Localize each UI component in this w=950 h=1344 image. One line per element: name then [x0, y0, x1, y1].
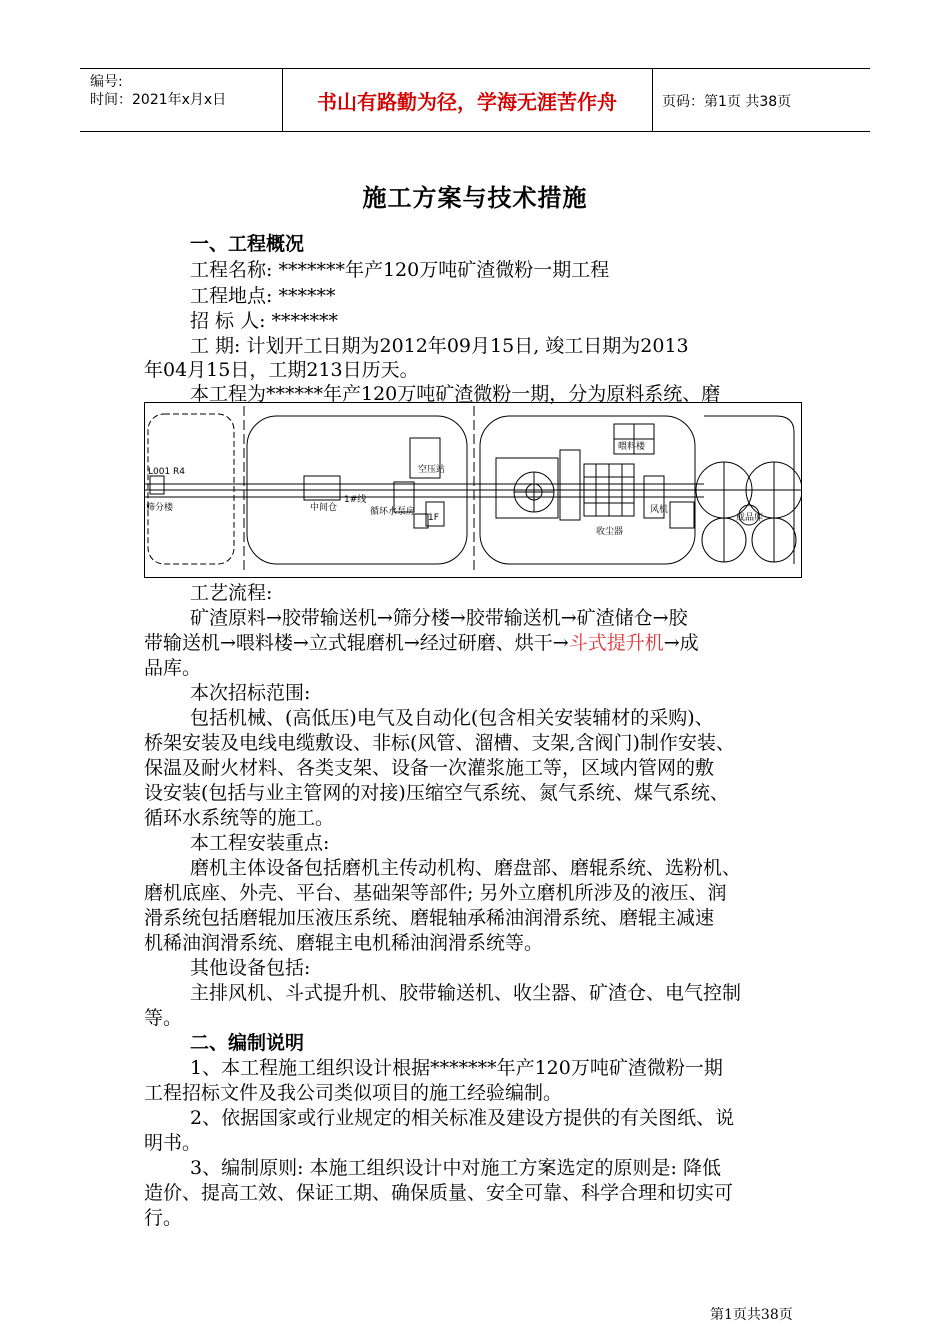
site-layout-drawing	[144, 402, 802, 578]
diagram-label-feeder: 喂料楼	[618, 442, 646, 452]
key-line: 磨机底座、外壳、平台、基础架等部件; 另外立磨机所涉及的液压、润	[144, 882, 727, 904]
code-label: 编号:	[90, 74, 123, 90]
scope-line: 桥架安装及电线电缆敷设、非标(风管、溜槽、支架,含阀门)制作安装、	[144, 732, 735, 754]
other-line: 等。	[144, 1007, 183, 1029]
note-line: 2、依据国家或行业规定的相关标准及建设方提供的有关图纸、说	[190, 1107, 735, 1129]
diagram-label-fan: 风机	[650, 505, 669, 515]
process-line	[144, 631, 812, 656]
process-line: 品库。	[144, 657, 202, 679]
header-motto: 书山有路勤为径，学海无涯苦作舟	[317, 89, 617, 114]
scope-heading: 本次招标范围:	[190, 682, 311, 704]
diagram-label-floor: 1F	[428, 513, 439, 523]
note-line: 1、本工程施工组织设计根据*******年产120万吨矿渣微粉一期	[190, 1057, 723, 1079]
project-site: 工程地点: ******	[190, 285, 336, 307]
process-text: →成	[663, 632, 699, 654]
diagram-label-screen: 筛分楼	[146, 503, 174, 513]
process-text: 带输送机→喂料楼→立式辊磨机→经过研磨、烘干→	[144, 632, 569, 654]
date-label: 时间：2021年x月x日	[90, 92, 227, 108]
note-line: 明书。	[144, 1132, 202, 1154]
diagram-label-mid-bin: 中间仓	[310, 503, 338, 513]
project-intro: 本工程为******年产120万吨矿渣微粉一期，分为原料系统、磨	[190, 383, 721, 405]
page-header	[80, 68, 870, 132]
duration-line-1: 工 期: 计划开工日期为2012年09月15日, 竣工日期为2013	[190, 335, 689, 357]
diagram-label-silo: 成品库	[736, 513, 764, 523]
header-page-number: 页码：第1页 共38页	[662, 94, 792, 110]
diagram-label-small: L001 R4	[148, 467, 186, 477]
process-highlight: 斗式提升机	[568, 632, 664, 654]
scope-line: 循环水系统等的施工。	[144, 807, 335, 829]
scope-line: 包括机械、(高低压)电气及自动化(包含相关安装辅材的采购)、	[190, 707, 714, 729]
other-line: 主排风机、斗式提升机、胶带输送机、收尘器、矿渣仓、电气控制	[190, 982, 742, 1004]
section-heading: 一、工程概况	[190, 233, 305, 255]
diagram-label-compressor: 空压站	[418, 465, 446, 475]
section-heading: 二、编制说明	[190, 1032, 305, 1054]
divider	[652, 69, 653, 131]
header-meta	[80, 69, 280, 131]
scope-line: 保温及耐火材料、各类支架、设备一次灌浆施工等，区域内管网的敷	[144, 757, 715, 779]
key-heading: 本工程安装重点:	[190, 832, 330, 854]
note-line: 工程招标文件及我公司类似项目的施工经验编制。	[144, 1082, 563, 1104]
duration-line-2: 年04月15日，工期213日历天。	[144, 359, 419, 381]
process-line: 矿渣原料→胶带输送机→筛分楼→胶带输送机→矿渣储仓→胶	[190, 607, 688, 629]
key-line: 磨机主体设备包括磨机主传动机构、磨盘部、磨辊系统、选粉机、	[190, 857, 742, 879]
scope-line: 设安装(包括与业主管网的对接)压缩空气系统、氮气系统、煤气系统、	[144, 782, 729, 804]
key-line: 机稀油润滑系统、磨辊主电机稀油润滑系统等。	[144, 932, 544, 954]
diagram-label-dust: 收尘器	[596, 527, 624, 537]
diagram-label-pump: 循环水泵房	[370, 507, 416, 517]
key-line: 滑系统包括磨辊加压液压系统、磨辊轴承稀油润滑系统、磨辊主减速	[144, 907, 715, 929]
document-title: 施工方案与技术措施	[362, 184, 588, 212]
note-line: 3、编制原则: 本施工组织设计中对施工方案选定的原则是: 降低	[190, 1157, 721, 1179]
note-line: 造价、提高工效、保证工期、确保质量、安全可靠、科学合理和切实可	[144, 1182, 734, 1204]
tenderer: 招 标 人: *******	[190, 310, 339, 332]
note-line: 行。	[144, 1207, 183, 1229]
project-name: 工程名称: *******年产120万吨矿渣微粉一期工程	[190, 259, 610, 281]
process-heading: 工艺流程:	[190, 582, 273, 604]
page-footer: 第1页共38页	[710, 1307, 793, 1323]
other-heading: 其他设备包括:	[190, 957, 311, 979]
diagram-label-belt: 1#线	[344, 495, 367, 505]
